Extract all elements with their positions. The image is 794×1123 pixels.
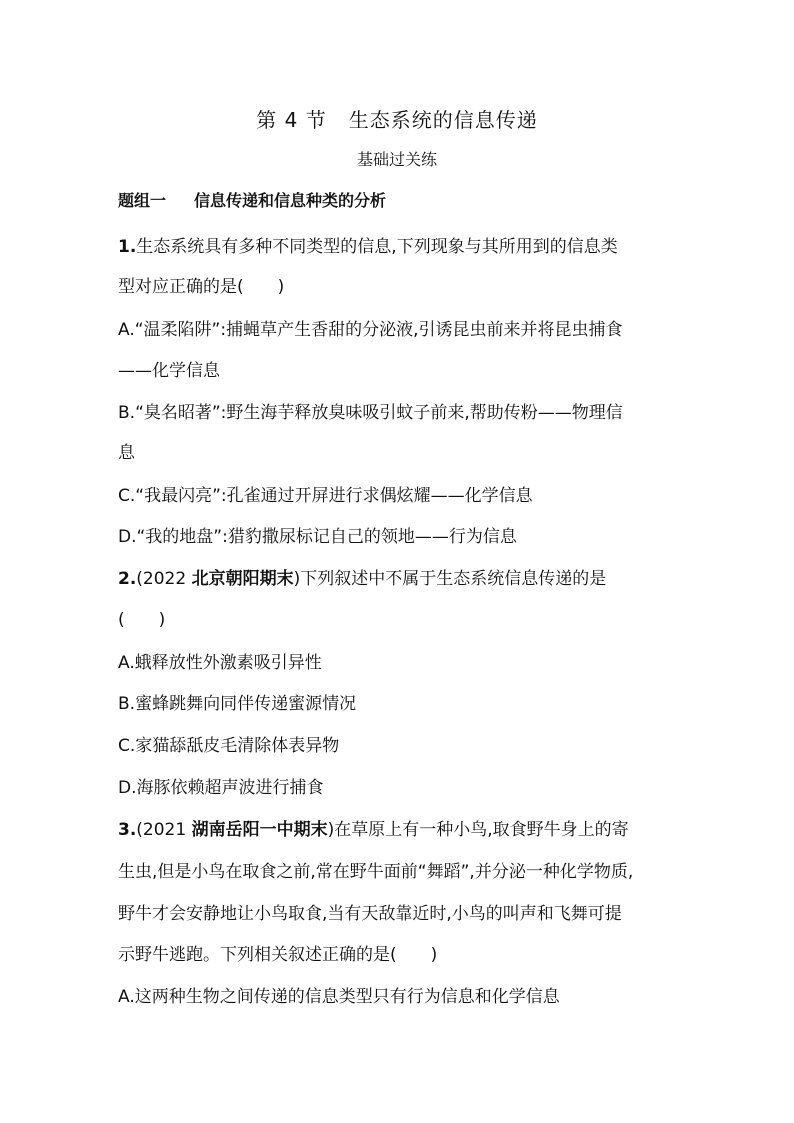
q1-option-b-cont: 息 [118, 443, 135, 463]
q2-stem-line-2: ( ) [118, 610, 166, 630]
q3-stem-text-1: )在草原上有一种小鸟,取食野牛身上的寄 [327, 820, 629, 840]
q3-stem-line-2: 生虫,但是小鸟在取食之前,常在野牛面前“舞蹈”,并分泌一种化学物质, [118, 862, 634, 882]
q1-option-b: B.“臭名昭著”:野生海芋释放臭味吸引蚊子前来,帮助传粉——物理信 [118, 403, 623, 423]
q3-source: 湖南岳阳一中期末 [191, 820, 328, 840]
q2-number: 2. [118, 569, 137, 589]
q3-year: (2021 [136, 820, 192, 840]
q1-option-a: A.“温柔陷阱”:捕蝇草产生香甜的分泌液,引诱昆虫前来并将昆虫捕食 [118, 320, 623, 340]
q1-number: 1. [118, 237, 137, 257]
q2-source: 北京朝阳期末 [191, 569, 294, 589]
q1-option-c: C.“我最闪亮”:孔雀通过开屏进行求偶炫耀——化学信息 [118, 486, 533, 506]
section-title [0, 104, 794, 133]
q2-stem-text-1: )下列叙述中不属于生态系统信息传递的是 [293, 569, 607, 589]
q3-stem-line-4: 示野牛逃跑。下列相关叙述正确的是( ) [118, 945, 438, 965]
q3-option-a: A.这两种生物之间传递的信息类型只有行为信息和化学信息 [118, 987, 560, 1007]
q3-stem-line-3: 野牛才会安静地让小鸟取食,当有天敌靠近时,小鸟的叫声和飞舞可提 [118, 904, 622, 924]
q1-stem-line-2: 型对应正确的是( ) [118, 277, 285, 297]
q1-stem-line-1 [118, 232, 618, 257]
section-number: 第 4 节 [256, 108, 327, 132]
group-name: 信息传递和信息种类的分析 [194, 191, 387, 210]
q1-option-d: D.“我的地盘”:猎豹撒尿标记自己的领地——行为信息 [118, 527, 517, 547]
group-heading [118, 188, 386, 211]
q2-stem-line-1 [118, 564, 606, 589]
q3-stem-line-1 [118, 815, 629, 840]
q2-option-d: D.海豚依赖超声波进行捕食 [118, 778, 324, 798]
q2-year: (2022 [136, 569, 192, 589]
q1-stem-text-1: 生态系统具有多种不同类型的信息,下列现象与其所用到的信息类 [136, 237, 618, 257]
subtitle: 基础过关练 [356, 150, 437, 169]
q3-number: 3. [118, 820, 137, 840]
q1-option-a-cont: ——化学信息 [118, 361, 220, 381]
section-name: 生态系统的信息传递 [348, 108, 538, 132]
group-label: 题组一 [118, 191, 167, 210]
q2-option-b: B.蜜蜂跳舞向同伴传递蜜源情况 [118, 694, 357, 714]
q2-option-a: A.蛾释放性外激素吸引异性 [118, 653, 322, 673]
q2-option-c: C.家猫舔舐皮毛清除体表异物 [118, 736, 340, 756]
